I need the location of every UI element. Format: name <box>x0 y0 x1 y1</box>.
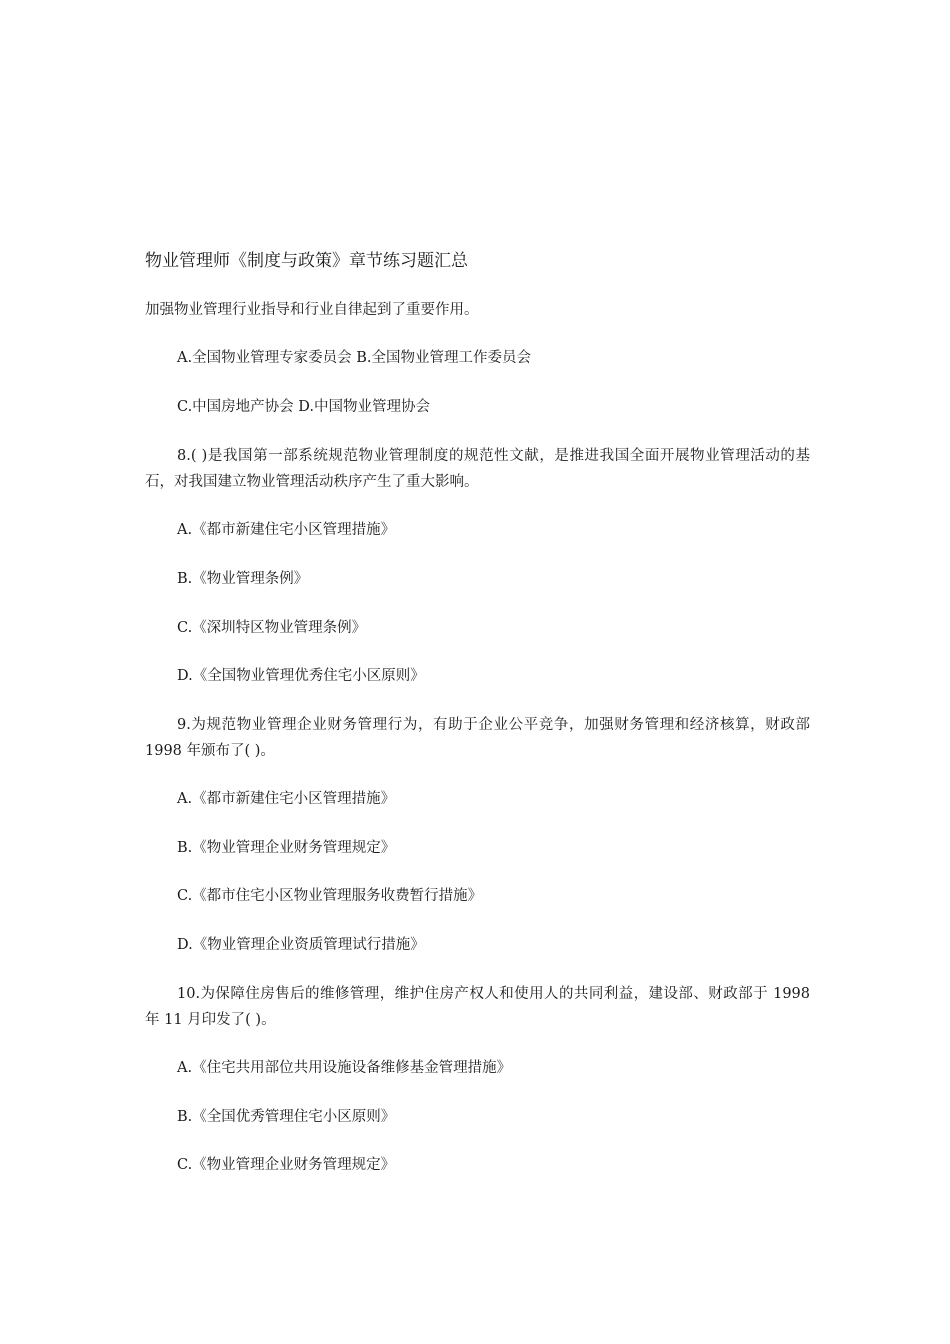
q7-options-line-2: C.中国房地产协会 D.中国物业管理协会 <box>177 399 431 415</box>
question-8-option-d: D.《全国物业管理优秀住宅小区原则》 <box>177 668 425 684</box>
question-8-option-b: B.《物业管理条例》 <box>177 571 309 587</box>
question-8-option-a: A.《都市新建住宅小区管理措施》 <box>177 522 396 538</box>
intro-text: 加强物业管理行业指导和行业自律起到了重要作用。 <box>145 302 479 318</box>
question-9-stem: 9.为规范物业管理企业财务管理行为，有助于企业公平竞争，加强财务管理和经济核算，财政部 1998 年颁布了( )。 <box>145 717 810 759</box>
question-9-option-c: C.《都市住宅小区物业管理服务收费暂行措施》 <box>177 888 483 904</box>
question-10-option-a: A.《住宅共用部位共用设施设备维修基金管理措施》 <box>177 1060 512 1076</box>
question-9-option-b: B.《物业管理企业财务管理规定》 <box>177 840 396 856</box>
question-8-stem: 8.( )是我国第一部系统规范物业管理制度的规范性文献，是推进我国全面开展物业管理活动的基石，对我国建立物业管理活动秩序产生了重大影响。 <box>145 448 810 490</box>
question-9-option-d: D.《物业管理企业资质管理试行措施》 <box>177 937 425 953</box>
document-title: 物业管理师《制度与政策》章节练习题汇总 <box>145 251 468 271</box>
q7-options-line-1: A.全国物业管理专家委员会 B.全国物业管理工作委员会 <box>177 350 531 366</box>
question-10-option-b: B.《全国优秀管理住宅小区原则》 <box>177 1109 396 1125</box>
question-8-option-c: C.《深圳特区物业管理条例》 <box>177 620 367 636</box>
question-10-stem: 10.为保障住房售后的维修管理，维护住房产权人和使用人的共同利益，建设部、财政部于 1998 年 11 月印发了( )。 <box>145 986 810 1028</box>
question-9-option-a: A.《都市新建住宅小区管理措施》 <box>177 791 396 807</box>
question-10-option-c: C.《物业管理企业财务管理规定》 <box>177 1157 396 1173</box>
